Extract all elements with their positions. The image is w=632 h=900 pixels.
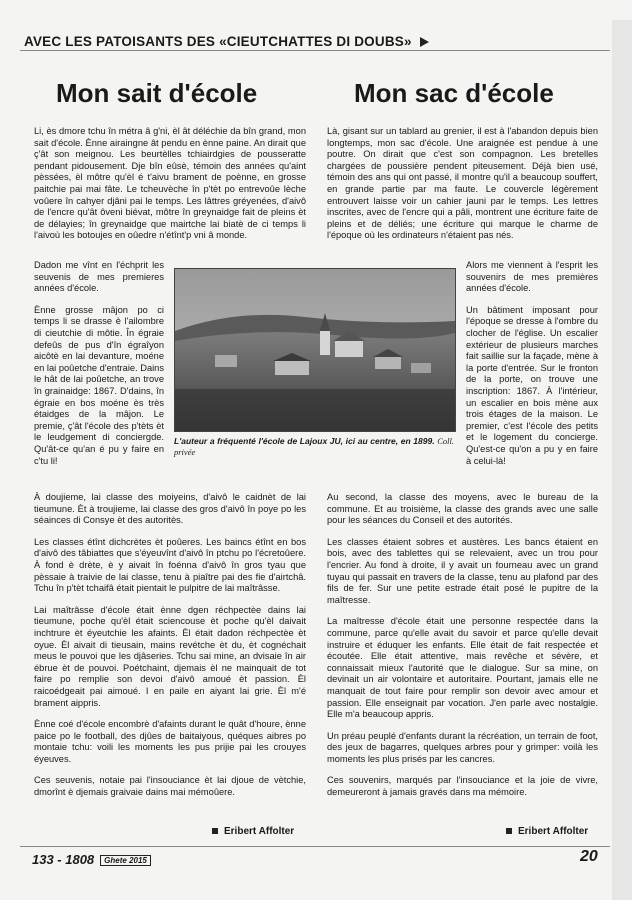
- patois-paragraph: Lai maîtrâsse d'école était ènne dgen réchpectèe dains lai tieumune, poche qu'èl était sciencouse èt poche qu'èl daivait inchtrure èt éyeutchie les afaints. Èl était dadon réchpectèe èt oyue. Èl aivait di tieusain, mains revétche èt du, èt cognéchait meus le pouvoi que les djâseries. Tchu sai mine, an dvisaie în air ébrue èt de pouvoi. Poétchaint, djemais èl ne mainquait de tot faire po remplie son devoi d'aivô amoué èt passion. Èl raicoédgeait pai aimoué. I en paile en aiyant lai grie. Èl m'é brament aippris.: [34, 604, 306, 708]
- french-paragraph: Alors me viennent à l'esprit les souvenirs de mes premières années d'école.: [466, 260, 598, 294]
- header-divider: [20, 50, 610, 51]
- patois-paragraph: Les classes étînt dichcrètes èt poûeres. Les baincs étînt en bos d'aivô des tâbiattes que s'éyeuvînt d'aivô în ptchu po l'écretoûere. À fond è drète, è y aivait în foénna d'aivô în gros tyau que pèssaie à traivie de lai classe, tenu à piaître pai des fie d'airtchâ. Tchu în p'tèt tchaifâ était pientait le pulpitre de lai maîtrâsse.: [34, 536, 306, 594]
- triangle-arrow-icon: [420, 37, 429, 47]
- issue-tag: Ghete 2015: [100, 855, 151, 866]
- french-intro: [327, 126, 598, 252]
- french-narrow-column: [466, 260, 598, 477]
- patois-narrow-column: [34, 260, 164, 477]
- patois-intro: [34, 126, 306, 252]
- photo-caption: [174, 436, 454, 458]
- patois-paragraph: Ènne grosse mâjon po ci temps li se drasse è l'ailombre di cieutchie di môtie. În égraie defeûs de pus d'în égraîyon aicôtè en lai devanture, moéne en lai poûetche d'entraie. Dains le hât de lai poûetche, an trove în grainaidge: 1867. D'dains, în égraie en bos moéne ès très étaidges de la mâjon. Le premie, ç'ât l'école des p'tèts èt le leudgement di conciergde. Qu'ât-ce qu'an é pu y faire en c'tu li!: [34, 304, 164, 466]
- section-header-text: AVEC LES PATOISANTS DES «CIEUTCHATTES DI DOUBS»: [24, 34, 412, 49]
- signature-name: Eribert Affolter: [518, 826, 589, 837]
- section-header: [24, 34, 429, 49]
- patois-paragraph: Ces seuvenis, notaie pai l'insouciance èt lai djoue de vètchie, dmorînt è djemais graivaie dains mai mémoûere.: [34, 775, 306, 798]
- square-bullet-icon: [506, 828, 512, 834]
- page-number: 20: [580, 848, 598, 865]
- title-patois: Mon sait d'école: [56, 78, 258, 108]
- patois-paragraph: À doujieme, lai classe des moiyeins, d'aivô le caidnèt de lai tieumune. Èt à troujieme, lai classe des gros d'aivô în poye po les séainces di Consye èt des autoritès.: [34, 492, 306, 526]
- issue-number: [32, 852, 151, 867]
- french-signature: [506, 826, 588, 837]
- french-body: [327, 492, 598, 809]
- title-french: Mon sac d'école: [354, 78, 554, 108]
- school-photo: [174, 268, 456, 432]
- signature-name: Eribert Affolter: [224, 826, 295, 837]
- patois-body: [34, 492, 306, 809]
- french-paragraph: Un bâtiment imposant pour l'époque se dresse à l'ombre du clocher de l'église. Un escalier extérieur de plusieurs marches fait saillie sur la façade, mène à la porte d'entrée. Sur le fronton de la porte, on trouve une inscription: 1867. À l'intérieur, un escalier en bois mène aux trois étages de la maison. Le premier, c'est l'école des petits et le logement du concierge. Qu'est-ce qu'on a pu y en faire à celui-là!: [466, 304, 598, 466]
- patois-paragraph: Li, ès dmore tchu în métra â g'ni, èl ât déléchie da bîn grand, mon sait d'école. Ènne airaingne ât pendu en ènne paine. An dirait que ç'ât son meignou. Les beurtèlles tchiairdgies de pousseratte pendant pidousement. Dje bîn eûsè, témoin des années qu'aint pèssées, èl môtre qu'èl é t'aivu brament de poènne, en grosse paitchie pai mai fâte. Le tcheuvèche în p'tèt po entrevoûe lèche voûere în cahyer djâni pai le temps. Les lâttres gréyenées, d'aivô de l'encre qu'ât ôveni biévat, môtre în greynaidge fait de pleins èt de délayies; în greynaidge que mairtche lai biatè de ci temps li l'aivoù les botoujes en oûedre n'étînt'p vni â monde.: [34, 126, 306, 241]
- photo-credit: Coll. privée: [174, 436, 454, 457]
- french-paragraph: Au second, la classe des moyens, avec le bureau de la commune. Et au troisième, la classe des grands avec une salle pour les séances du Conseil et des autorités.: [327, 492, 598, 526]
- patois-paragraph: Ènne coé d'école encombrè d'afaints durant le quât d'houre, ènne paice po le football, des djûes de baitaiyous, quéques aibres po montaie tchu: voili les moments les pus prijie pai les crouyes éyeuves.: [34, 719, 306, 764]
- caption-text: L'auteur a fréquenté l'école de Lajoux JU, ici au centre, en 1899.: [174, 436, 435, 446]
- french-paragraph: Là, gisant sur un tablard au grenier, il est à l'abandon depuis bien longtemps, mon sac d'école. Une araignée est pendue à une poutre. On dirait que c'est son compagnon. Les bretelles chargées de poussière pendent piteusement. Déjà bien usé, témoin des ans qui ont passé, il montre qu'il a beaucoup souffert, en grande partie par ma faute. Le couvercle légèrement entrouvert laisse voir un cahier jauni par le temps. Les lettres inscrites, avec de l'encre qui a pâli, montrent une écriture faite de pleins et de déliés; une écriture qui marque le charme de l'époque où les ordinateurs n'étaient pas nés.: [327, 126, 598, 241]
- french-paragraph: Les classes étaient sobres et austères. Les bancs étaient en bois, avec des tablettes qui se relevaient, avec un trou pour l'encrier. Au fond à droite, il y avait un fourneau avec un grand tuyau qui passait en travers de la classe, tenu au plafond par des fils de fer. Sur une petite estrade était posé le pupitre de la maîtresse.: [327, 536, 598, 605]
- issue-number-text: 133 - 1808: [32, 852, 95, 867]
- french-paragraph: La maîtresse d'école était une personne respectée dans la commune, parce qu'elle avait du savoir et parce qu'elle devait instruire et éduquer les enfants. Elle était de fait respectée et écoutée. Elle était attentive, mais revêche et sévère, et connaissait mieux l'autorité que le dialogue. Sur sa mine, on devinait un air volontaire et autoritaire. Pourtant, jamais elle ne manquait de tout faire pour remplir son devoir avec amour et passion. Elle enseignait par vocation. J'en parle avec nostalgie. Elle m'a beaucoup appris.: [327, 616, 598, 720]
- patois-signature: [212, 826, 294, 837]
- adjacent-page-edge: [612, 20, 632, 900]
- french-paragraph: Un préau peuplé d'enfants durant la récréation, un terrain de foot, des jeux de bagarres, quelques arbres pour y grimper: voilà les moments les plus prisés par les cancres.: [327, 730, 598, 764]
- square-bullet-icon: [212, 828, 218, 834]
- footer-divider: [20, 846, 610, 847]
- french-paragraph: Ces souvenirs, marqués par l'insouciance et la joie de vivre, demeureront à jamais gravés dans ma mémoire.: [327, 775, 598, 798]
- patois-paragraph: Dadon me vînt en l'échprit les seuvenis de mes premieres années d'école.: [34, 260, 164, 294]
- village-landscape-image: [175, 269, 455, 431]
